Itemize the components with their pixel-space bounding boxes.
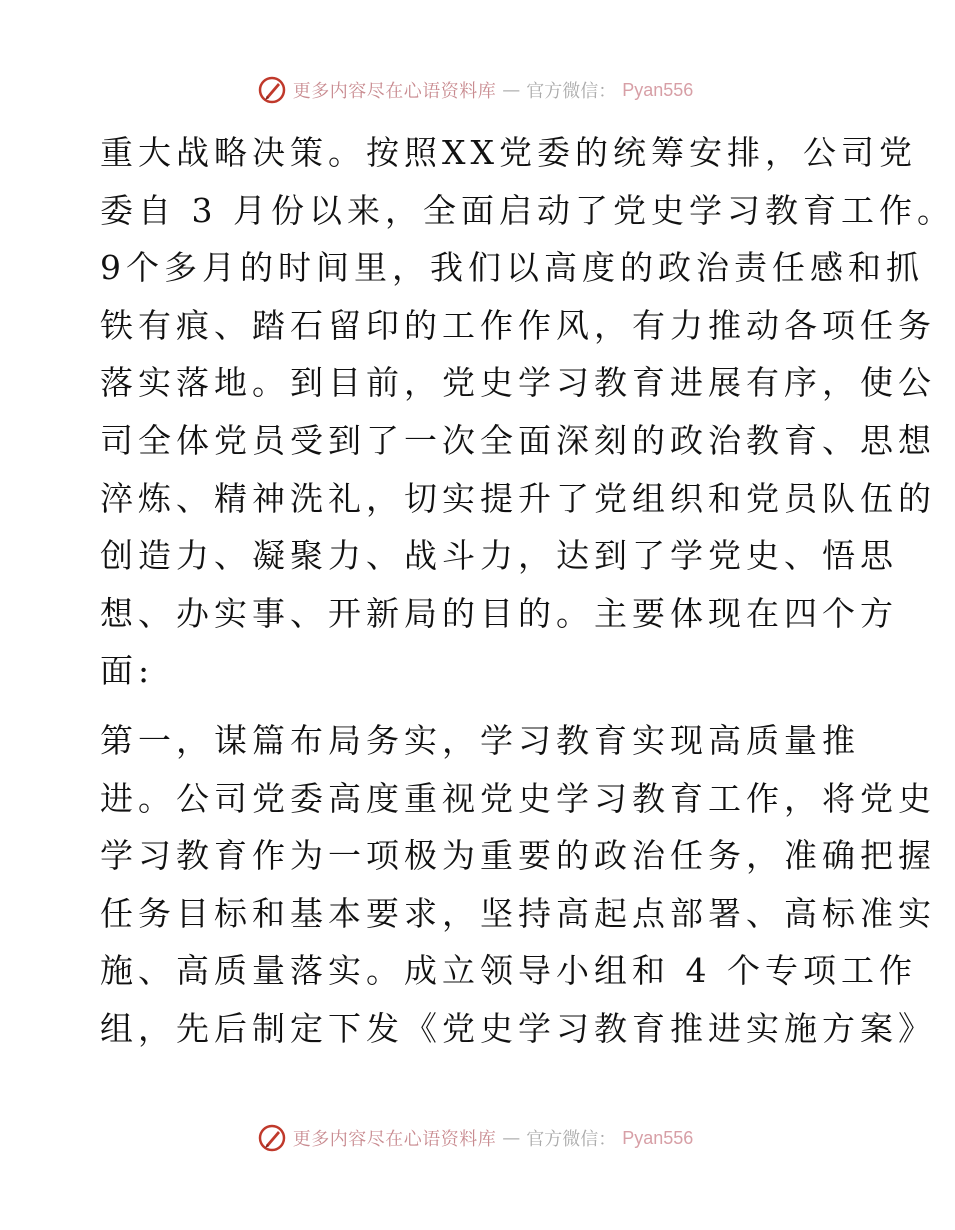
text-line: 施、高质量落实。成立领导小组和 4 个专项工作 — [100, 951, 917, 991]
watermark-wechat-label: 官方微信： — [526, 1129, 617, 1150]
text-line: 铁有痕、踏石留印的工作作风，有力推动各项任务 — [100, 305, 936, 345]
text-line: 委自 3 月份以来，全面启动了党史学习教育工作。 — [100, 190, 955, 230]
quill-pen-logo-icon — [257, 75, 287, 105]
page-header — [0, 70, 950, 110]
text-line: 第一，谋篇布局务实，学习教育实现高质量推 — [100, 720, 860, 760]
document-body — [100, 124, 955, 1058]
footer-watermark — [257, 1123, 694, 1153]
paragraph-gap — [100, 700, 850, 712]
text-line: 重大战略决策。按照XX党委的统筹安排，公司党 — [100, 133, 917, 172]
text-line: 学习教育作为一项极为重要的政治任务，准确把握 — [100, 836, 936, 876]
page-footer — [0, 1118, 950, 1158]
paragraph-2 — [100, 712, 936, 1058]
watermark-wechat-label: 官方微信： — [526, 81, 617, 102]
text-line: 落实落地。到目前，党史学习教育进展有序，使公 — [100, 363, 936, 403]
text-line: 想、办实事、开新局的目的。主要体现在四个方 — [100, 593, 898, 633]
watermark-wechat-id: Pyan556 — [622, 1127, 694, 1148]
text-line: 创造力、凝聚力、战斗力，达到了学党史、悟思 — [100, 536, 898, 576]
watermark-dash: — — [502, 1127, 521, 1149]
paragraph-1 — [100, 124, 955, 700]
text-line: 组，先后制定下发《党史学习教育推进实施方案》 — [100, 1008, 936, 1048]
watermark-brand-text: 更多内容尽在心语资料库 — [292, 1129, 497, 1150]
watermark-dash: — — [502, 79, 521, 101]
header-watermark — [257, 75, 694, 105]
text-line: 任务目标和基本要求，坚持高起点部署、高标准实 — [100, 893, 936, 933]
quill-pen-logo-icon — [257, 1123, 287, 1153]
text-line: 进。公司党委高度重视党史学习教育工作，将党史 — [100, 778, 936, 818]
text-line: 9个多月的时间里，我们以高度的政治责任感和抓 — [100, 248, 924, 288]
text-line: 司全体党员受到了一次全面深刻的政治教育、思想 — [100, 420, 936, 460]
text-line: 面: — [100, 651, 155, 691]
watermark-wechat-id: Pyan556 — [622, 79, 694, 100]
watermark-brand-text: 更多内容尽在心语资料库 — [292, 81, 497, 102]
text-line: 淬炼、精神洗礼，切实提升了党组织和党员队伍的 — [100, 478, 936, 518]
